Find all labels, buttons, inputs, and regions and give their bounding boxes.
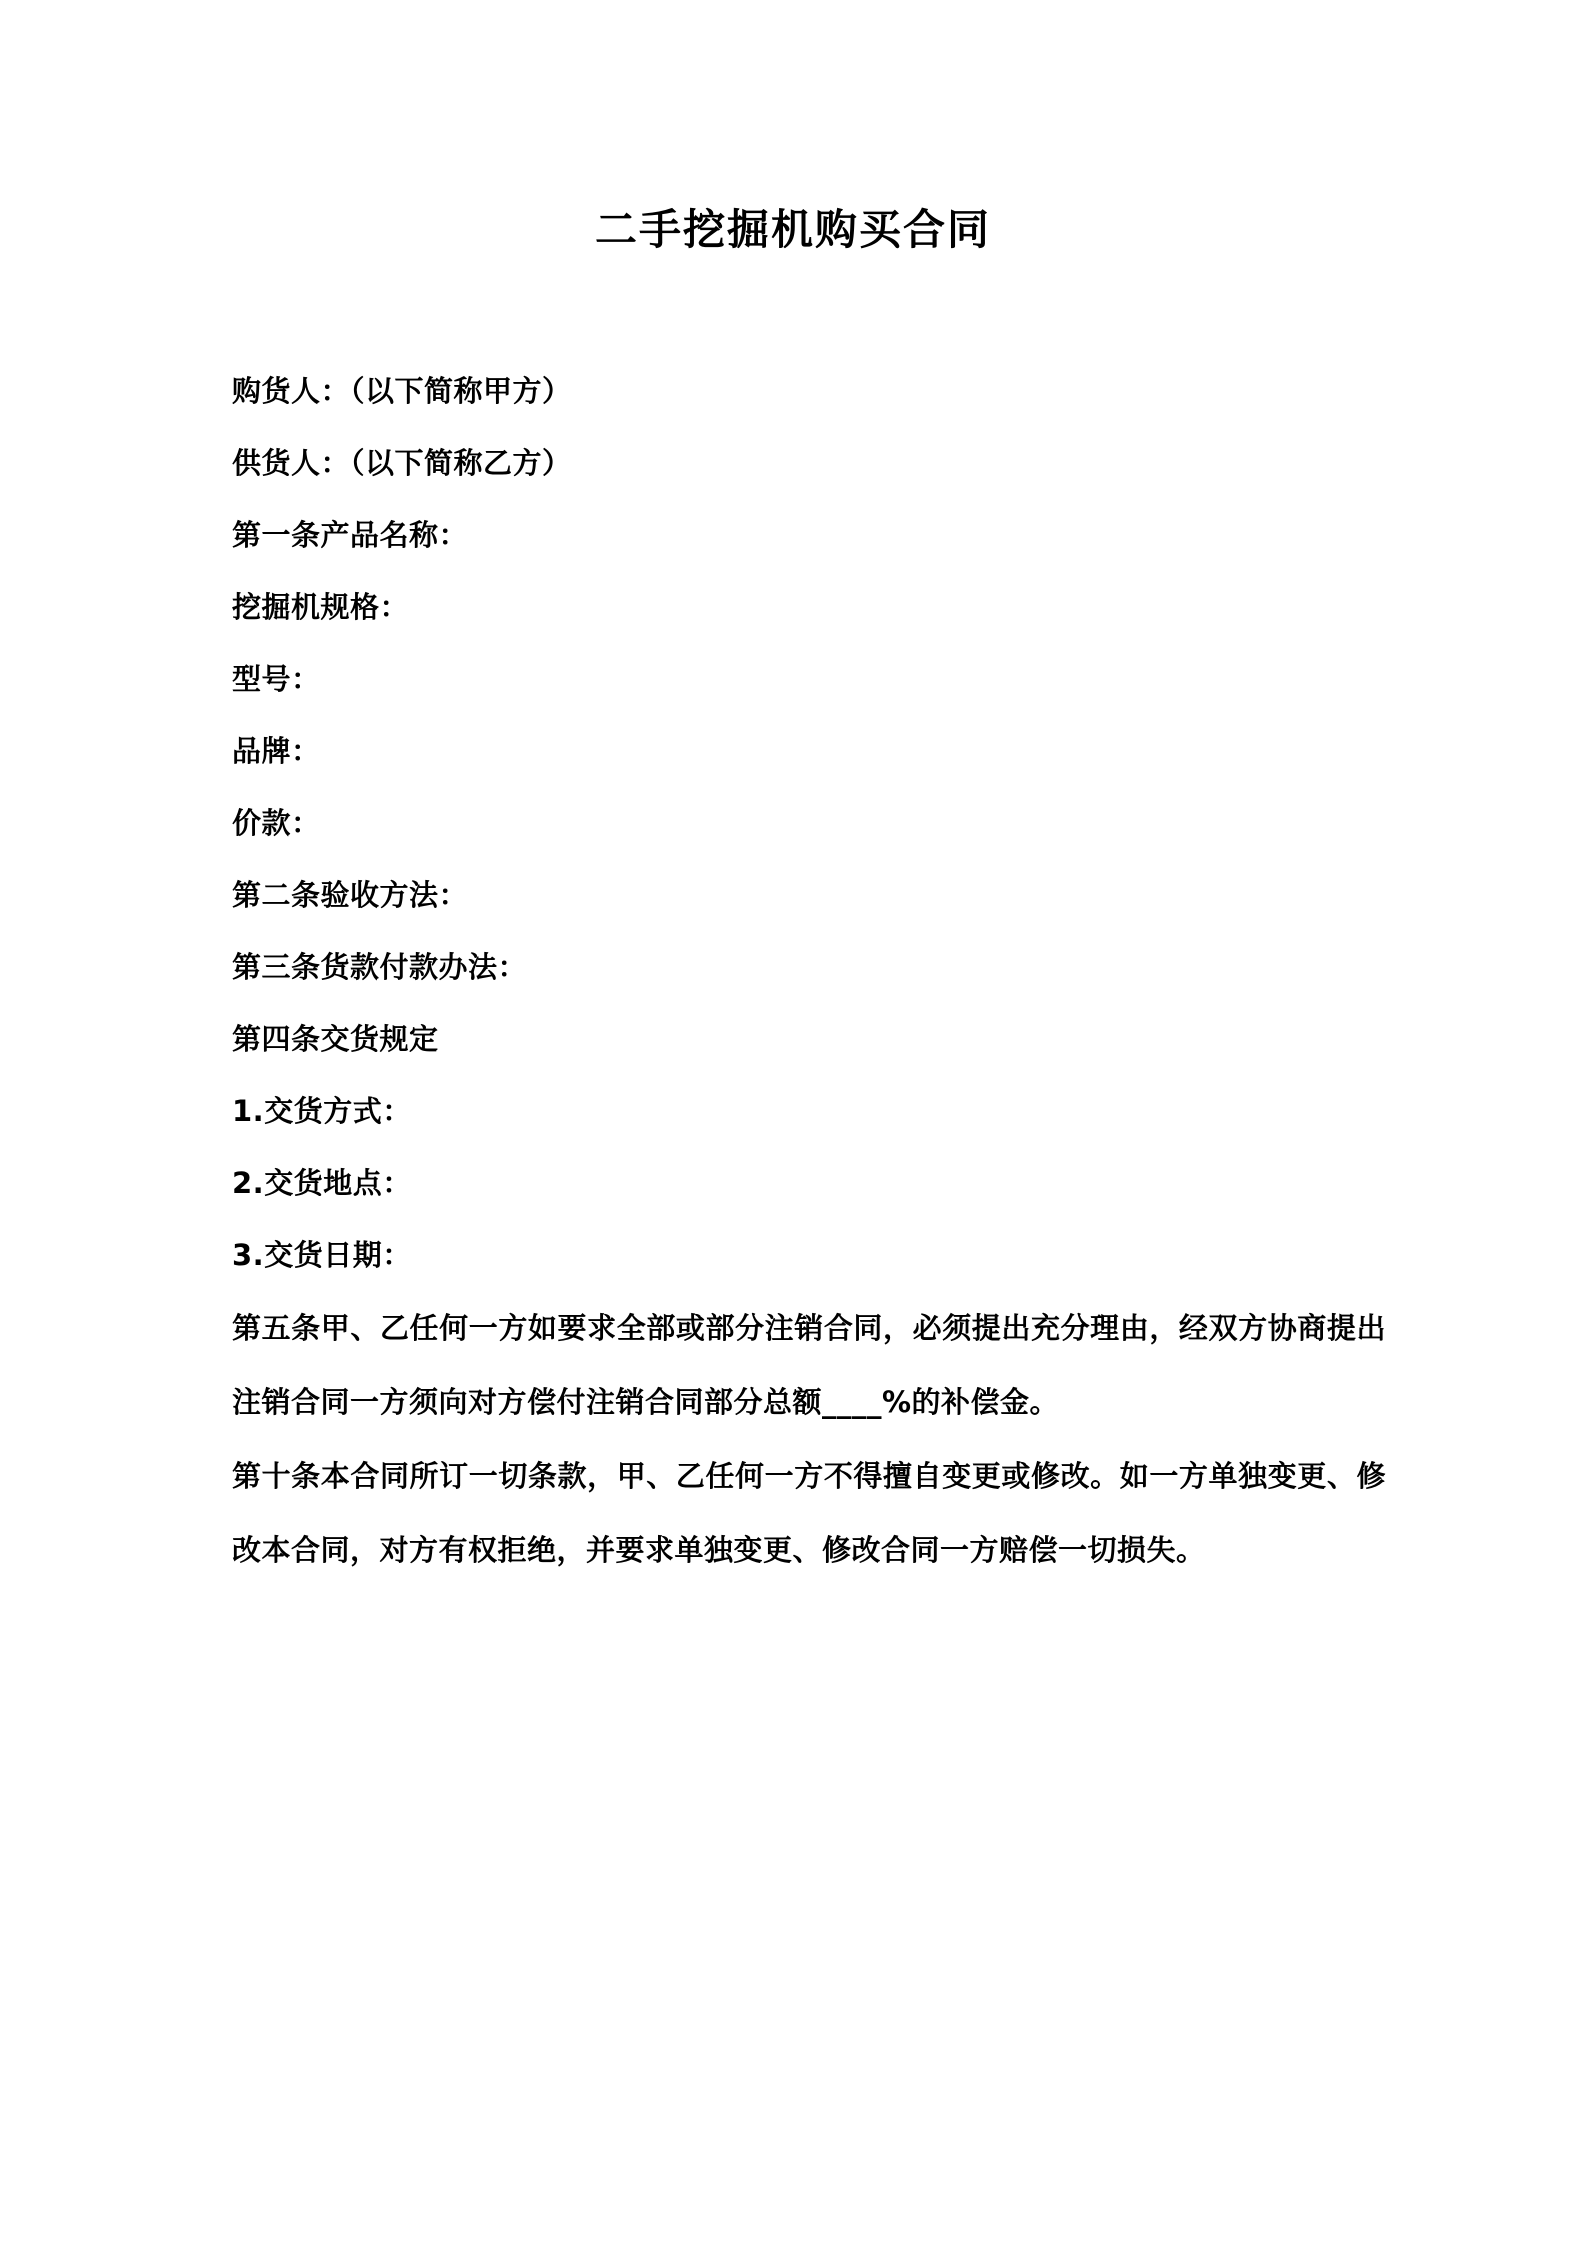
paragraph-article-10-amendment: 第十条本合同所订一切条款，甲、乙任何一方不得擅自变更或修改。如一方单独变更、修改本合同，对方有权拒绝，并要求单独变更、修改合同一方赔偿一切损失。 bbox=[232, 1459, 1386, 1568]
paragraph-buyer: 购货人：（以下简称甲方） bbox=[232, 374, 572, 409]
page-title: 二手挖掘机购买合同 bbox=[594, 205, 991, 254]
paragraph-excavator-spec: 挖掘机规格： bbox=[232, 590, 410, 625]
paragraph-delivery-date: 3.交货日期： bbox=[232, 1238, 412, 1273]
paragraph-article-5-cancellation: 第五条甲、乙任何一方如要求全部或部分注销合同，必须提出充分理由，经双方协商提出注销合同一方须向对方偿付注销合同部分总额____%的补偿金。 bbox=[232, 1311, 1386, 1420]
document-body bbox=[0, 355, 1586, 1587]
paragraph-brand: 品牌： bbox=[232, 734, 321, 769]
paragraph-model: 型号： bbox=[232, 662, 321, 697]
paragraph-article-2-acceptance: 第二条验收方法： bbox=[232, 878, 469, 913]
paragraph-delivery-method: 1.交货方式： bbox=[232, 1094, 412, 1129]
paragraph-article-1-product-name: 第一条产品名称： bbox=[232, 518, 469, 553]
paragraph-article-4-delivery: 第四条交货规定 bbox=[232, 1022, 439, 1057]
paragraph-delivery-location: 2.交货地点： bbox=[232, 1166, 412, 1201]
paragraph-supplier: 供货人：（以下简称乙方） bbox=[232, 446, 572, 481]
paragraph-article-3-payment: 第三条货款付款办法： bbox=[232, 950, 528, 985]
paragraph-price: 价款： bbox=[232, 806, 321, 841]
